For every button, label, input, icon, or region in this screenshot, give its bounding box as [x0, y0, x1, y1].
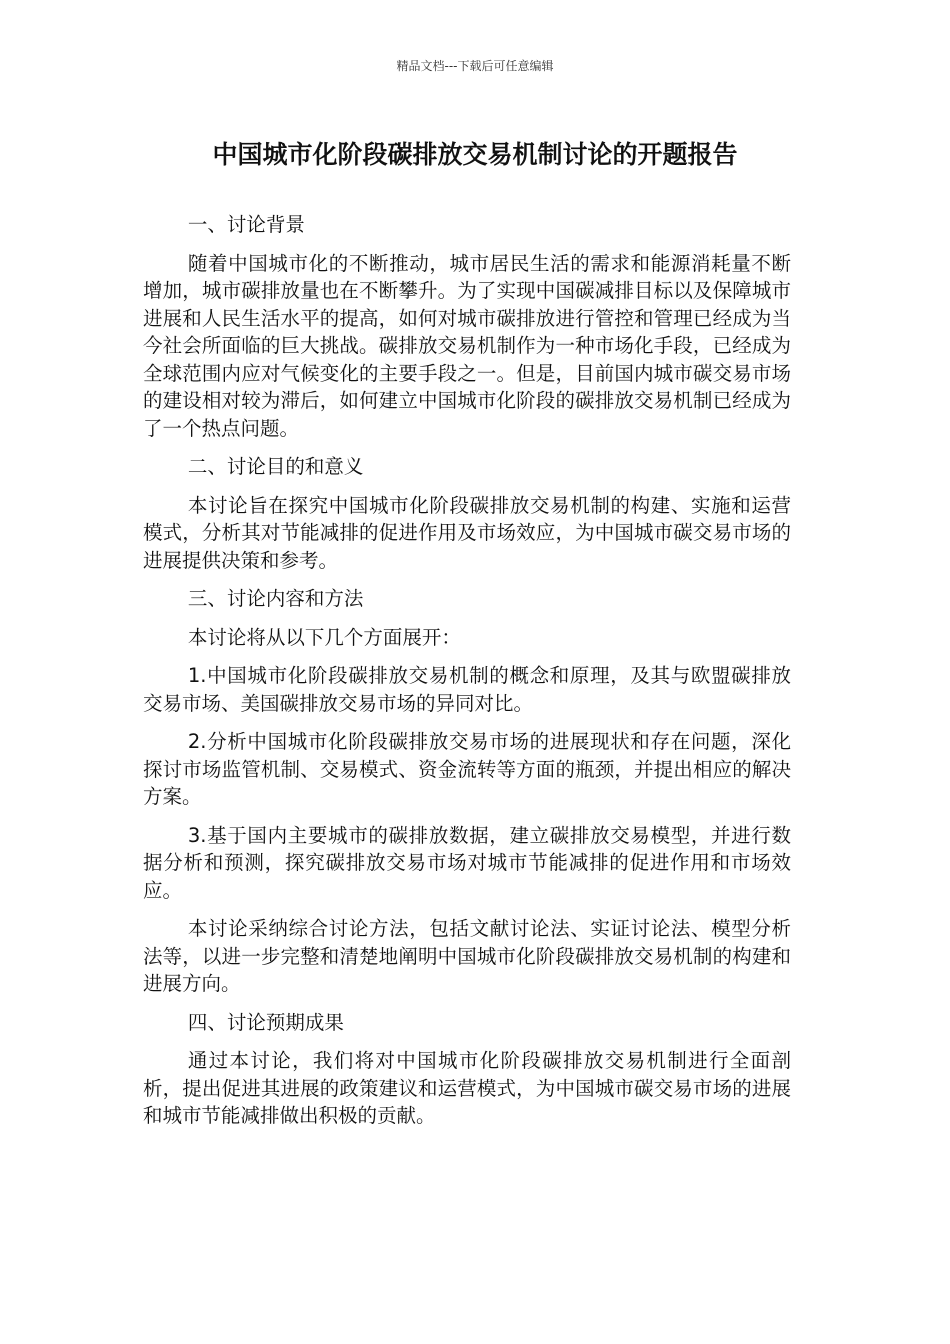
section-heading-background: 一、讨论背景: [187, 213, 305, 236]
list-item-3: 3.基于国内主要城市的碳排放数据，建立碳排放交易模型，并进行数据分析和预测，探究碳排放交易市场对城市节能减排的促进作用和市场效应。: [143, 823, 791, 902]
document-body: [143, 211, 791, 1141]
document-title: 中国城市化阶段碳排放交易机制讨论的开题报告: [212, 140, 738, 169]
paragraph-expected-results: 通过本讨论，我们将对中国城市化阶段碳排放交易机制进行全面剖析，提出促进其进展的政策建议和运营模式，为中国城市碳交易市场的进展和城市节能减排做出积极的贡献。: [143, 1049, 791, 1127]
section-heading-expected-results: 四、讨论预期成果: [187, 1010, 344, 1034]
list-item-1: 1.中国城市化阶段碳排放交易机制的概念和原理，及其与欧盟碳排放交易市场、美国碳排放交易市场的异同对比。: [143, 664, 791, 715]
paragraph-content-intro: 本讨论将从以下几个方面展开：: [187, 625, 461, 649]
section-heading-content-method: 三、讨论内容和方法: [187, 587, 364, 610]
paragraph-background: 随着中国城市化的不断推动，城市居民生活的需求和能源消耗量不断增加，城市碳排放量也在不断攀升。为了实现中国碳减排目标以及保障城市进展和人民生活水平的提高，如何对城市碳排放进行管控和管理已经成为当今社会所面临的巨大挑战。碳排放交易机制作为一种市场化手段，已经成为全球范围内应对气候变化的主要手段之一。但是，目前国内城市碳交易市场的建设相对较为滞后，如何建立中国城市化阶段的碳排放交易机制已经成为了一个热点问题。: [143, 251, 791, 440]
page-header: 精品文档---下载后可任意编辑: [396, 59, 554, 73]
list-item-2: 2.分析中国城市化阶段碳排放交易市场的进展现状和存在问题，深化探讨市场监管机制、交易模式、资金流转等方面的瓶颈，并提出相应的解决方案。: [143, 730, 791, 808]
paragraph-purpose: 本讨论旨在探究中国城市化阶段碳排放交易机制的构建、实施和运营模式，分析其对节能减排的促进作用及市场效应，为中国城市碳交易市场的进展提供决策和参考。: [143, 493, 791, 572]
section-heading-purpose: 二、讨论目的和意义: [187, 455, 364, 478]
paragraph-method: 本讨论采纳综合讨论方法，包括文献讨论法、实证讨论法、模型分析法等，以进一步完整和清楚地阐明中国城市化阶段碳排放交易机制的构建和进展方向。: [143, 917, 791, 995]
